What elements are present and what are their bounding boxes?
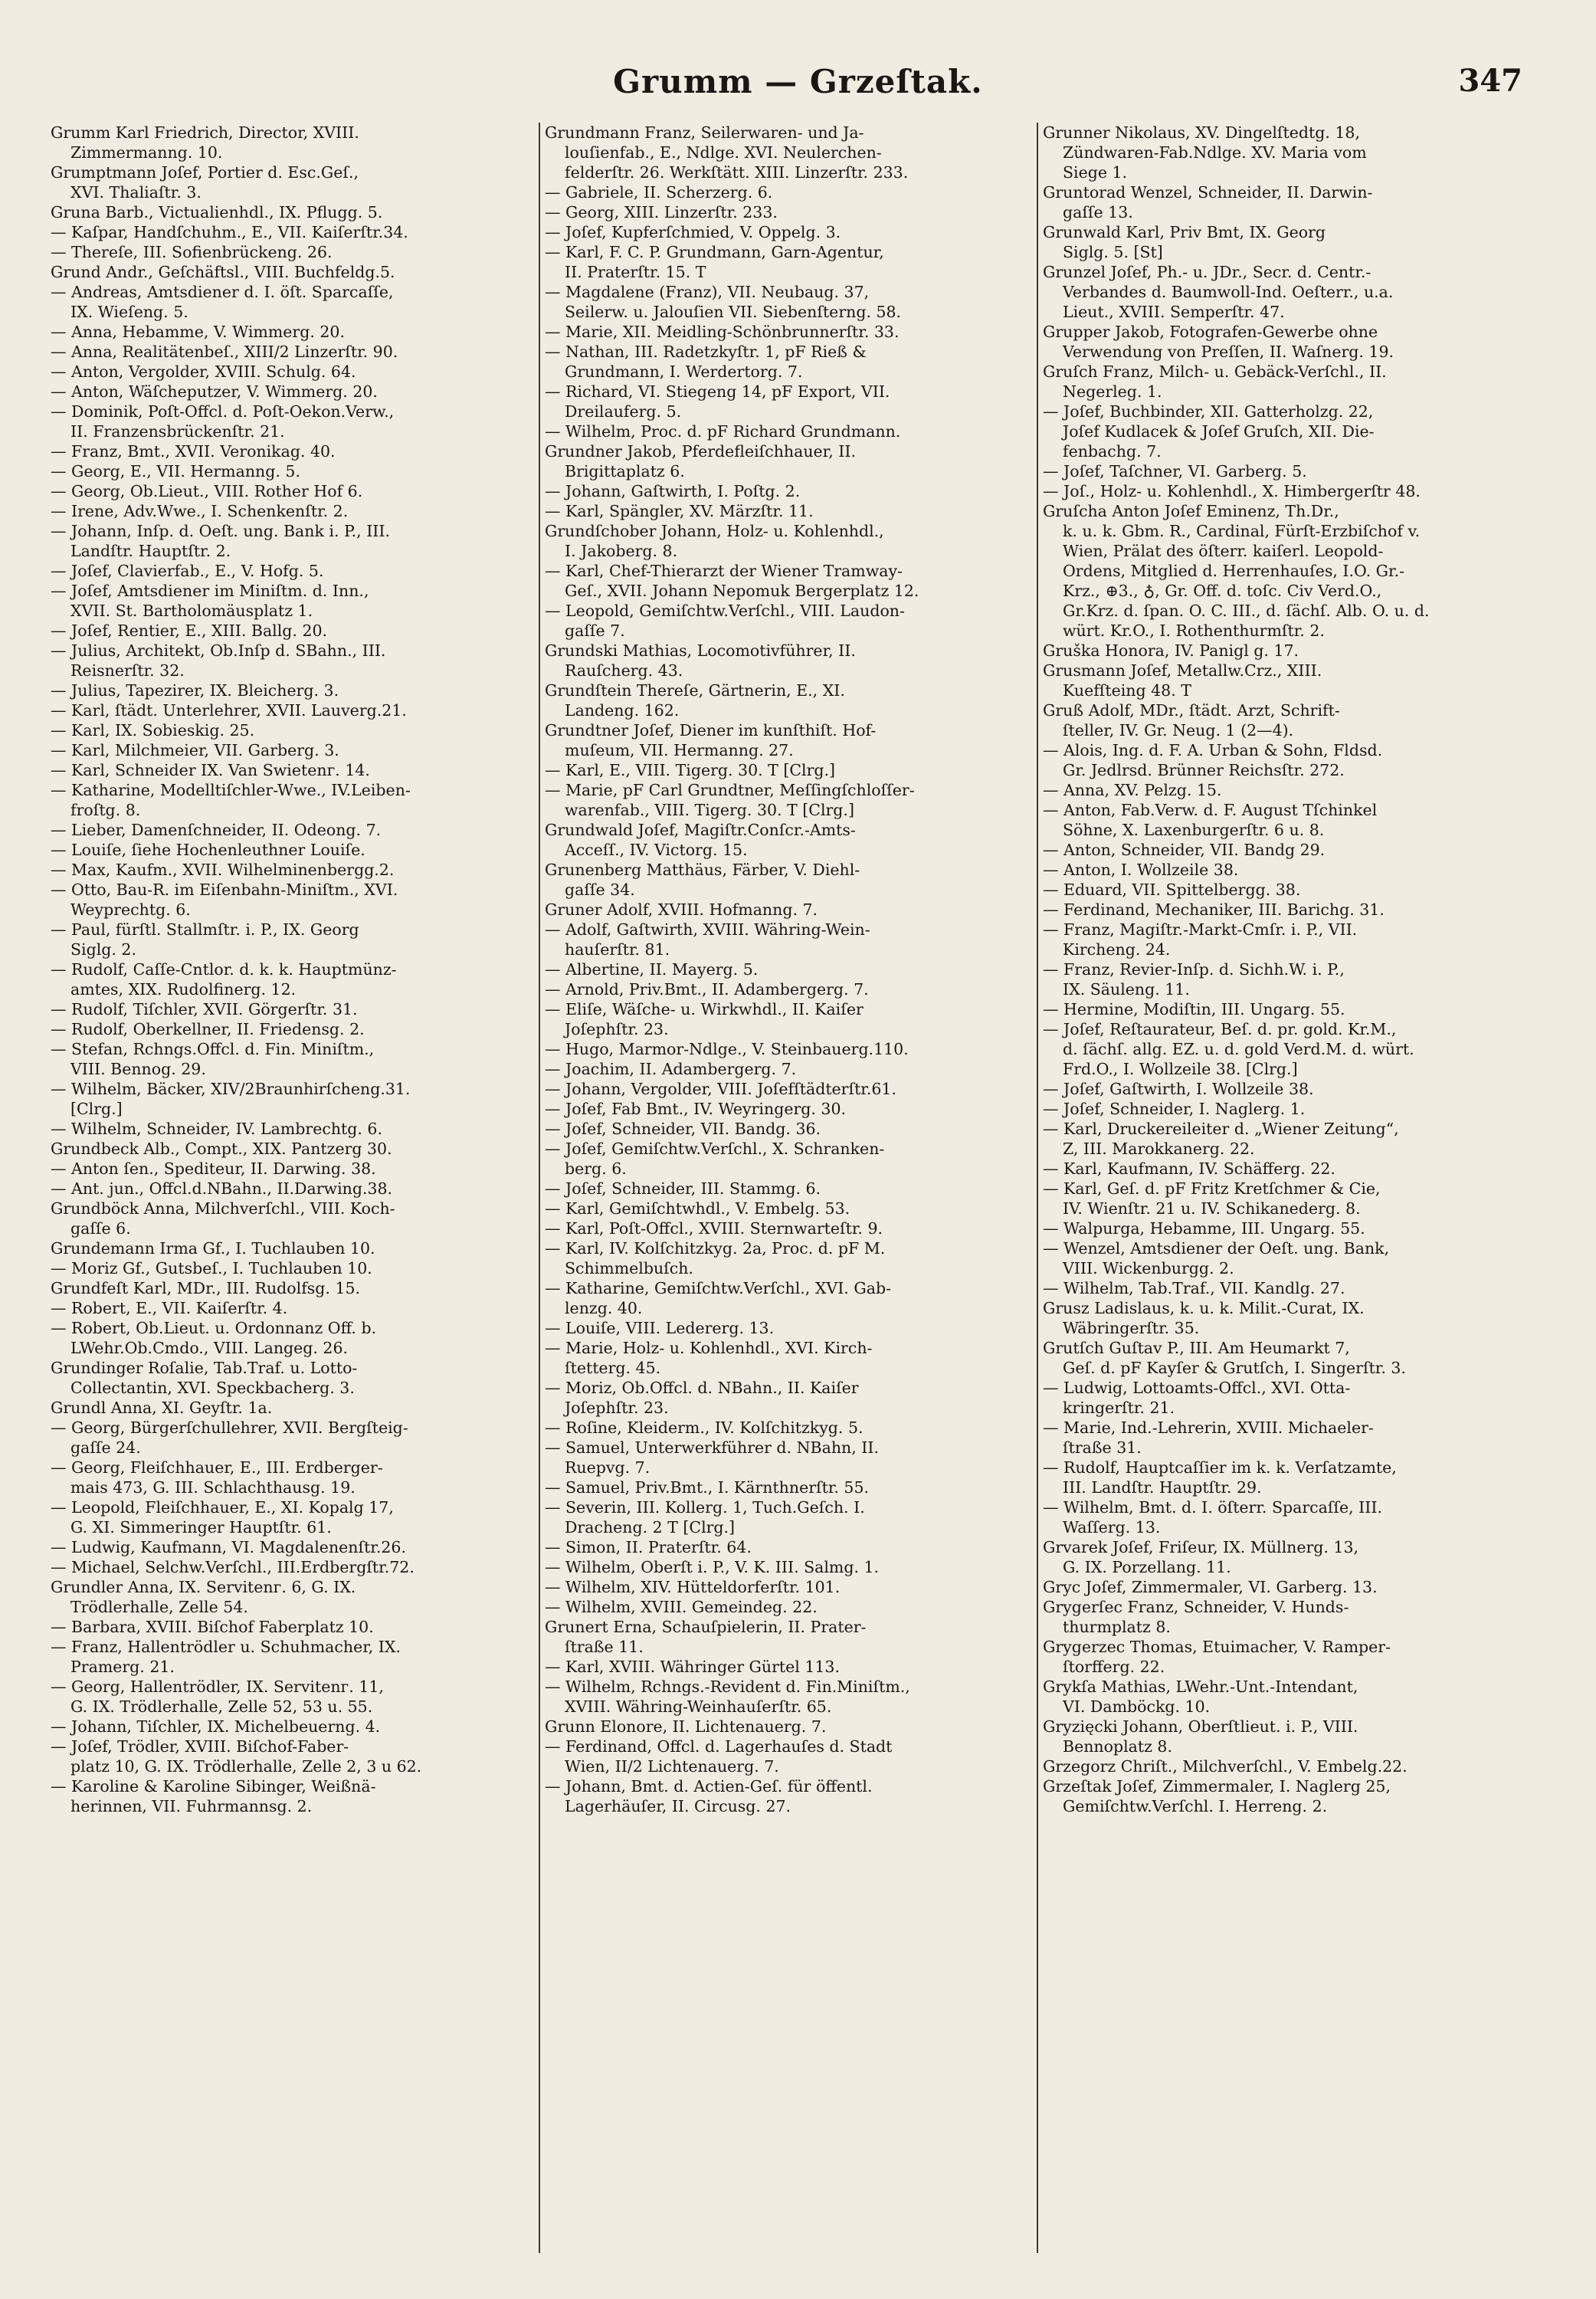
directory-entry-line: Grundemann Irma Gf., I. Tuchlauben 10. <box>51 1239 375 1258</box>
entry-continuation-line: gaſſe 13. <box>1063 203 1133 221</box>
directory-entry-line: — Wilhelm, Rchngs.-Revident d. Fin.Miniſtm., <box>545 1678 910 1696</box>
directory-entry-line: — Ferdinand, Mechaniker, III. Barichg. 31. <box>1043 900 1385 919</box>
directory-entry-line: Grundski Mathias, Locomotivführer, II. <box>545 641 856 660</box>
entry-continuation-line: Acceſſ., IV. Victorg. 15. <box>565 841 748 859</box>
directory-entry-line: — Wilhelm, Proc. d. pF Richard Grundmann. <box>545 422 901 441</box>
entry-continuation-line: warenfab., VIII. Tigerg. 30. T [Clrg.] <box>565 801 854 819</box>
directory-entry-line: — Arnold, Priv.Bmt., II. Adambergerg. 7. <box>545 980 869 999</box>
entry-continuation-line: Siege 1. <box>1063 163 1128 182</box>
entry-continuation-line: VI. Damböckg. 10. <box>1063 1697 1211 1716</box>
directory-entry-line: Grusz Ladislaus, k. u. k. Milit.-Curat, IX. <box>1043 1299 1365 1317</box>
entry-continuation-line: XVIII. Währing-Weinhauſerſtr. 65. <box>565 1697 832 1716</box>
directory-entry-line: — Anton, Schneider, VII. Bandg 29. <box>1043 841 1326 859</box>
directory-entry-line: — Joſef, Gaſtwirth, I. Wollzeile 38. <box>1043 1080 1314 1098</box>
entry-continuation-line: Gr.Krz. d. ſpan. O. C. III., d. ſächſ. Alb. O. u. d. <box>1063 602 1430 620</box>
directory-entry-line: — Ant. jun., Offcl.d.NBahn., II.Darwing.38. <box>51 1179 393 1198</box>
directory-entry-line: — Dominik, Poſt-Offcl. d. Poſt-Oekon.Verw., <box>51 402 395 421</box>
directory-entry-line: Grygerſec Franz, Schneider, V. Hunds- <box>1043 1598 1349 1616</box>
entry-continuation-line: ſtraße 31. <box>1063 1438 1142 1457</box>
directory-entry-line: — Robert, Ob.Lieut. u. Ordonnanz Off. b. <box>51 1319 377 1337</box>
directory-entry-line: — Otto, Bau-R. im Eiſenbahn-Miniſtm., XVI. <box>51 881 398 899</box>
entry-continuation-line: Grundmann, I. Werdertorg. 7. <box>565 362 803 381</box>
directory-entry-line: Gruška Honora, IV. Panigl g. 17. <box>1043 641 1299 660</box>
entry-continuation-line: Trödlerhalle, Zelle 54. <box>70 1598 248 1616</box>
entry-continuation-line: herinnen, VII. Fuhrmannsg. 2. <box>70 1797 313 1815</box>
directory-entry-line: — Ludwig, Kaufmann, VI. Magdalenenſtr.26. <box>51 1538 406 1556</box>
column-middle <box>545 123 1031 2268</box>
entry-continuation-line: ſtraße 11. <box>565 1638 644 1656</box>
directory-entry-line: — Walpurga, Hebamme, III. Ungarg. 55. <box>1043 1219 1365 1238</box>
entry-continuation-line: Gr. Jedlrsd. Brünner Reichsſtr. 272. <box>1063 761 1345 779</box>
entry-continuation-line: Zimmermanng. 10. <box>70 143 223 162</box>
directory-entry-line: — Johann, Bmt. d. Actien-Geſ. für öffentl. <box>545 1777 873 1796</box>
directory-entry-line: — Andreas, Amtsdiener d. I. öſt. Sparcaſſe, <box>51 283 394 301</box>
entry-continuation-line: Rauſcherg. 43. <box>565 661 683 680</box>
directory-entry-line: — Franz, Hallentrödler u. Schuhmacher, IX. <box>51 1638 401 1656</box>
directory-entry-line: — Franz, Bmt., XVII. Veronikag. 40. <box>51 442 336 461</box>
directory-entry-line: — Leopold, Gemiſchtw.Verſchl., VIII. Laudon- <box>545 602 905 620</box>
entry-continuation-line: würt. Kr.O., I. Rothenthurmſtr. 2. <box>1063 621 1325 640</box>
directory-entry-line: — Hugo, Marmor-Ndlge., V. Steinbauerg.110. <box>545 1040 909 1058</box>
entry-continuation-line: gaſſe 7. <box>565 621 625 640</box>
entry-continuation-line: Lagerhäuſer, II. Circusg. 27. <box>565 1797 791 1815</box>
entry-continuation-line: Siglg. 5. [St] <box>1063 243 1163 261</box>
directory-entry-line: — Georg, Bürgerſchullehrer, XVII. Bergſteig- <box>51 1418 408 1437</box>
entry-continuation-line: berg. 6. <box>565 1159 627 1178</box>
directory-entry-line: — Michael, Selchw.Verſchl., III.Erdbergſtr.72. <box>51 1558 415 1576</box>
directory-entry-line: — Stefan, Rchngs.Offcl. d. Fin. Miniſtm., <box>51 1040 375 1058</box>
running-head: Grumm — Grzeſtak. <box>613 63 983 100</box>
page-number: 347 <box>1458 63 1522 99</box>
directory-entry-line: — Lieber, Damenſchneider, II. Odeong. 7. <box>51 821 382 839</box>
entry-continuation-line: Geſ. d. pF Kayſer & Grutſch, I. Singerſtr. 3. <box>1063 1359 1406 1377</box>
entry-continuation-line: IX. Säuleng. 11. <box>1063 980 1190 999</box>
directory-entry-line: — Karl, Schneider IX. Van Swietenг. 14. <box>51 761 370 779</box>
directory-entry-line: — Irene, Adv.Wwe., I. Schenkenſtr. 2. <box>51 502 349 520</box>
directory-entry-line: Grunner Nikolaus, XV. Dingelſtedtg. 18, <box>1043 123 1360 142</box>
entry-continuation-line: ſtorfferg. 22. <box>1063 1658 1165 1676</box>
entry-continuation-line: gaſſe 6. <box>70 1219 131 1238</box>
directory-entry-line: Grvarek Joſef, Friſeur, IX. Müllnerg. 13, <box>1043 1538 1359 1556</box>
directory-entry-line: — Wilhelm, Schneider, IV. Lambrechtg. 6. <box>51 1120 382 1138</box>
directory-entry-line: — Marie, Ind.-Lehrerin, XVIII. Michaeler- <box>1043 1418 1374 1437</box>
directory-entry-line: — Alois, Ing. d. F. A. Urban & Sohn, Fldsd. <box>1043 741 1383 759</box>
entry-continuation-line: II. Praterſtr. 15. T <box>565 263 706 281</box>
directory-entry-line: — Moriz, Ob.Offcl. d. NBahn., II. Kaiſer <box>545 1379 859 1397</box>
entry-continuation-line: Reisnerſtr. 32. <box>70 661 185 680</box>
entry-continuation-line: [Clrg.] <box>70 1100 123 1118</box>
directory-entry-line: Grzegorz Chriſt., Milchverſchl., V. Embelg.22. <box>1043 1757 1408 1776</box>
entry-continuation-line: Weyprechtg. 6. <box>70 900 191 919</box>
entry-continuation-line: Gemiſchtw.Verſchl. I. Herreng. 2. <box>1063 1797 1328 1815</box>
directory-entry-line: — Joſef, Schneider, III. Stammg. 6. <box>545 1179 821 1198</box>
entry-continuation-line: Collectantin, XVI. Speckbacherg. 3. <box>70 1379 355 1397</box>
entry-continuation-line: Joſephſtr. 23. <box>565 1020 669 1038</box>
entry-continuation-line: Joſephſtr. 23. <box>565 1399 669 1417</box>
entry-continuation-line: Landeng. 162. <box>565 701 680 720</box>
directory-entry-line: — Joſef, Taſchner, VI. Garberg. 5. <box>1043 462 1307 480</box>
directory-entry-line: — Katharine, Modelltiſchler-Wwe., IV.Leiben- <box>51 781 411 799</box>
directory-entry-line: — Marie, Holz- u. Kohlenhdl., XVI. Kirch- <box>545 1339 873 1357</box>
entry-continuation-line: G. XI. Simmeringer Hauptſtr. 61. <box>70 1518 332 1536</box>
directory-entry-line: — Robert, E., VII. Kaiſerſtr. 4. <box>51 1299 288 1317</box>
directory-entry-line: Grundſchober Johann, Holz- u. Kohlenhdl., <box>545 522 884 540</box>
entry-continuation-line: Wäbringerſtr. 35. <box>1063 1319 1200 1337</box>
entry-continuation-line: gaſſe 24. <box>70 1438 141 1457</box>
directory-entry-line: — Wilhelm, Bmt. d. I. öſterr. Sparcaſſe, III. <box>1043 1498 1382 1517</box>
directory-entry-line: — Georg, E., VII. Hermanng. 5. <box>51 462 300 480</box>
directory-entry-line: — Simon, II. Praterſtr. 64. <box>545 1538 752 1556</box>
directory-entry-line: — Rudolf, Tiſchler, XVII. Görgerſtr. 31. <box>51 1000 358 1018</box>
entry-continuation-line: Pramerg. 21. <box>70 1658 175 1676</box>
directory-entry-line: — Joſef, Amtsdiener im Miniſtm. d. Inn., <box>51 582 369 600</box>
entry-continuation-line: lenzg. 40. <box>565 1299 643 1317</box>
directory-entry-line: — Joſef, Gemiſchtw.Verſchl., X. Schranken- <box>545 1140 885 1158</box>
directory-entry-line: Grykſa Mathias, LWehr.-Unt.-Intendant, <box>1043 1678 1358 1696</box>
directory-entry-line: — Thereſe, III. Sofienbrückeng. 26. <box>51 243 333 261</box>
entry-continuation-line: Söhne, X. Laxenburgerſtr. 6 u. 8. <box>1063 821 1325 839</box>
directory-entry-line: Grusmann Joſef, Metallw.Crz., XIII. <box>1043 661 1322 680</box>
directory-entry-line: Grzeſtak Joſef, Zimmermaler, I. Naglerg 25, <box>1043 1777 1391 1796</box>
directory-entry-line: — Joſef, Schneider, I. Naglerg. 1. <box>1043 1100 1306 1118</box>
entry-continuation-line: louſienfab., E., Ndlge. XVI. Neulerchen- <box>565 143 882 162</box>
entry-continuation-line: Z, III. Marokkanerg. 22. <box>1063 1140 1255 1158</box>
entry-continuation-line: Ordens, Mitglied d. Herrenhauſes, I.O. Gr.- <box>1063 562 1405 580</box>
directory-entry-line: — Joſef, Reſtaurateur, Beſ. d. pr. gold. Kr.M., <box>1043 1020 1397 1038</box>
entry-continuation-line: ſteller, IV. Gr. Neug. 1 (2—4). <box>1063 721 1294 740</box>
directory-entry-line: — Karl, Spängler, XV. Märzſtr. 11. <box>545 502 814 520</box>
entry-continuation-line: Landſtr. Hauptſtr. 2. <box>70 542 231 560</box>
directory-entry-line: Grundtner Joſef, Diener im kunſthiſt. Hof- <box>545 721 877 740</box>
entry-continuation-line: XVI. Thaliaſtr. 3. <box>70 183 202 202</box>
directory-entry-line: Grundfeſt Karl, MDr., III. Rudolfsg. 15. <box>51 1279 361 1297</box>
entry-continuation-line: Negerleg. 1. <box>1063 382 1162 401</box>
directory-entry-line: — Joſef, Fab Bmt., IV. Weyringerg. 30. <box>545 1100 847 1118</box>
directory-entry-line: — Joſef, Rentier, E., XIII. Ballg. 20. <box>51 621 328 640</box>
entry-continuation-line: Zündwaren-Fab.Ndlge. XV. Maria vom <box>1063 143 1367 162</box>
directory-entry-line: — Karl, Milchmeier, VII. Garberg. 3. <box>51 741 339 759</box>
directory-entry-line: Grundſtein Thereſe, Gärtnerin, E., XI. <box>545 681 845 700</box>
directory-entry-line: — Nathan, III. Radetzkyſtr. 1, pF Rieß & <box>545 343 867 361</box>
entry-continuation-line: felderſtr. 26. Werkſtätt. XIII. Linzerſtr. 233. <box>565 163 909 182</box>
directory-columns <box>51 123 1546 2268</box>
directory-entry-line: — Joſef, Kupferſchmied, V. Oppelg. 3. <box>545 223 841 241</box>
directory-entry-line: Gruntorad Wenzel, Schneider, II. Darwin- <box>1043 183 1373 202</box>
directory-entry-line: — Joſef, Buchbinder, XII. Gatterholzg. 22, <box>1043 402 1374 421</box>
entry-continuation-line: G. IX. Trödlerhalle, Zelle 52, 53 u. 55. <box>70 1697 373 1716</box>
directory-entry-line: — Rudolf, Oberkellner, II. Friedensg. 2. <box>51 1020 365 1038</box>
entry-continuation-line: fenbachg. 7. <box>1063 442 1162 461</box>
entry-continuation-line: Seilerw. u. Jalouſien VII. Siebenſterng. 58. <box>565 303 902 321</box>
directory-entry-line: — Johann, Inſp. d. Oeſt. ung. Bank i. P., III. <box>51 522 391 540</box>
directory-entry-line: Gruner Adolf, XVIII. Hofmanng. 7. <box>545 900 818 919</box>
entry-continuation-line: hauſerſtr. 81. <box>565 940 670 959</box>
directory-entry-line: — Karl, IV. Kolſchitzkyg. 2a, Proc. d. pF M. <box>545 1239 886 1258</box>
directory-entry-line: — Johann, Gaſtwirth, I. Poſtg. 2. <box>545 482 801 500</box>
column-right <box>1043 123 1546 2268</box>
entry-continuation-line: Verwendung von Preſſen, II. Waſnerg. 19. <box>1063 343 1394 361</box>
directory-entry-line: — Marie, pF Carl Grundtner, Meſſingſchloſſer- <box>545 781 915 799</box>
entry-continuation-line: k. u. k. Gbm. R., Cardinal, Fürſt-Erzbiſchof v. <box>1063 522 1421 540</box>
directory-entry-line: — Wilhelm, Oberſt i. P., V. K. III. Salmg. 1. <box>545 1558 880 1576</box>
directory-entry-line: Gryzięcki Johann, Oberſtlieut. i. P., VIII. <box>1043 1717 1358 1736</box>
directory-entry-line: — Barbara, XVIII. Biſchof Faberplatz 10. <box>51 1618 374 1636</box>
directory-entry-line: — Joſef, Schneider, VII. Bandg. 36. <box>545 1120 821 1138</box>
entry-continuation-line: IX. Wieſeng. 5. <box>70 303 188 321</box>
entry-continuation-line: Kircheng. 24. <box>1063 940 1171 959</box>
directory-entry-line: — Franz, Magiſtr.-Markt-Cmſr. i. P., VII. <box>1043 920 1358 939</box>
entry-continuation-line: Wien, II/2 Lichtenauerg. 7. <box>565 1757 779 1776</box>
directory-entry-line: — Georg, XIII. Linzerſtr. 233. <box>545 203 778 221</box>
entry-continuation-line: I. Jakoberg. 8. <box>565 542 678 560</box>
directory-entry-line: — Georg, Fleiſchhauer, E., III. Erdberger- <box>51 1458 383 1477</box>
directory-entry-line: Gruſcha Anton Joſef Eminenz, Th.Dr., <box>1043 502 1339 520</box>
directory-entry-line: — Wilhelm, Bäcker, XIV/2Braunhirſcheng.31. <box>51 1080 411 1098</box>
directory-entry-line: — Magdalene (Franz), VII. Neubaug. 37, <box>545 283 870 301</box>
directory-entry-line: — Rudolf, Hauptcaſſier im k. k. Verſatzamte, <box>1043 1458 1397 1477</box>
directory-entry-line: Grundl Anna, XI. Geyſtr. 1a. <box>51 1399 273 1417</box>
directory-entry-line: — Anton ſen., Spediteur, II. Darwing. 38. <box>51 1159 376 1178</box>
directory-entry-line: — Eduard, VII. Spittelbergg. 38. <box>1043 881 1301 899</box>
directory-entry-line: — Karl, Chef-Thierarzt der Wiener Tramway- <box>545 562 903 580</box>
directory-entry-line: — Adolf, Gaſtwirth, XVIII. Währing-Wein- <box>545 920 870 939</box>
directory-entry-line: — Wilhelm, XIV. Hütteldorferſtr. 101. <box>545 1578 841 1596</box>
directory-entry-line: — Albertine, II. Mayerg. 5. <box>545 960 759 979</box>
directory-entry-line: — Julius, Architekt, Ob.Inſp d. SBahn., III. <box>51 641 386 660</box>
entry-continuation-line: kringerſtr. 21. <box>1063 1399 1175 1417</box>
directory-entry-line: — Gabriele, II. Scherzerg. 6. <box>545 183 773 202</box>
directory-entry-line: Grundbeck Alb., Compt., XIX. Pantzerg 30. <box>51 1140 392 1158</box>
entry-continuation-line: Bennoplatz 8. <box>1063 1737 1172 1756</box>
entry-continuation-line: Siglg. 2. <box>70 940 136 959</box>
directory-entry-line: — Julius, Tapezirer, IX. Bleicherg. 3. <box>51 681 339 700</box>
directory-entry-line: — Max, Kaufm., XVII. Wilhelminenbergg.2. <box>51 861 395 879</box>
column-left <box>51 123 533 2268</box>
page-header <box>0 60 1596 113</box>
directory-entry-line: — Karl, Geſ. d. pF Fritz Kretſchmer & Cie, <box>1043 1179 1381 1198</box>
directory-entry-line: — Hermine, Modiſtin, III. Ungarg. 55. <box>1043 1000 1345 1018</box>
entry-continuation-line: Frd.O., I. Wollzeile 38. [Clrg.] <box>1063 1060 1298 1078</box>
entry-continuation-line: gaſſe 34. <box>565 881 635 899</box>
directory-entry-line: — Moriz Gf., Gutsbeſ., I. Tuchlauben 10. <box>51 1259 372 1277</box>
directory-entry-line: — Kaſpar, Handſchuhm., E., VII. Kaiſerſtr.34. <box>51 223 408 241</box>
entry-continuation-line: platz 10, G. IX. Trödlerhalle, Zelle 2, 3 u 62. <box>70 1757 422 1776</box>
directory-entry-line: Gruſch Franz, Milch- u. Gebäck-Verſchl., II. <box>1043 362 1387 381</box>
directory-entry-line: — Paul, fürſtl. Stallmſtr. i. P., IX. Georg <box>51 920 359 939</box>
entry-continuation-line: muſeum, VII. Hermanng. 27. <box>565 741 794 759</box>
directory-entry-line: Gruna Barb., Victualienhdl., IX. Pflugg. 5. <box>51 203 383 221</box>
directory-entry-line: Grundler Anna, IX. Servitenг. 6, G. IX. <box>51 1578 356 1596</box>
directory-entry-line: — Wenzel, Amtsdiener der Oeſt. ung. Bank, <box>1043 1239 1390 1258</box>
entry-continuation-line: III. Landſtr. Hauptſtr. 29. <box>1063 1478 1262 1497</box>
entry-continuation-line: Kuefſteing 48. T <box>1063 681 1191 700</box>
directory-entry-line: — Anton, Fab.Verw. d. F. August Tſchinkel <box>1043 801 1378 819</box>
entry-continuation-line: Schimmelbuſch. <box>565 1259 693 1277</box>
directory-entry-line: — Samuel, Priv.Bmt., I. Kärnthnerſtr. 55. <box>545 1478 870 1497</box>
directory-entry-line: — Georg, Hallentrödler, IX. Servitenг. 11, <box>51 1678 384 1696</box>
directory-entry-line: — Anton, Wäſcheputzer, V. Wimmerg. 20. <box>51 382 378 401</box>
directory-entry-line: — Anton, I. Wollzeile 38. <box>1043 861 1239 879</box>
entry-continuation-line: Verbandes d. Baumwoll-Ind. Oeſterr., u.a. <box>1063 283 1394 301</box>
directory-entry-line: — Johann, Vergolder, VIII. Joſefſtädterſtr.61. <box>545 1080 896 1098</box>
directory-entry-line: — Karl, Poſt-Offcl., XVIII. Sternwarteſtr. 9. <box>545 1219 883 1238</box>
entry-continuation-line: LWehr.Ob.Cmdo., VIII. Langeg. 26. <box>70 1339 349 1357</box>
directory-entry-line: Gruß Adolf, MDr., ſtädt. Arzt, Schrift- <box>1043 701 1340 720</box>
entry-continuation-line: Waſſerg. 13. <box>1063 1518 1161 1536</box>
directory-entry-line: Grundböck Anna, Milchverſchl., VIII. Koch- <box>51 1199 395 1218</box>
directory-entry-line: — Leopold, Fleiſchhauer, E., XI. Kopalg 17, <box>51 1498 394 1517</box>
directory-entry-line: — Louiſe, ſiehe Hochenleuthner Louiſe. <box>51 841 365 859</box>
directory-entry-line: Grunzel Joſef, Ph.- u. JDr., Secr. d. Centr.- <box>1043 263 1372 281</box>
directory-entry-line: — Joachim, II. Adambergerg. 7. <box>545 1060 797 1078</box>
entry-continuation-line: Geſ., XVII. Johann Nepomuk Bergerplatz 12. <box>565 582 919 600</box>
directory-entry-line: — Marie, XII. Meidling-Schönbrunnerſtr. 33. <box>545 323 900 341</box>
entry-continuation-line: IV. Wienſtr. 21 u. IV. Schikanederg. 8. <box>1063 1199 1361 1218</box>
entry-continuation-line: thurmplatz 8. <box>1063 1618 1171 1636</box>
entry-continuation-line: amtes, XIX. Rudolfinerg. 12. <box>70 980 297 999</box>
entry-continuation-line: VIII. Bennog. 29. <box>70 1060 206 1078</box>
directory-entry-line: Grunwald Karl, Priv Bmt, IX. Georg <box>1043 223 1326 241</box>
directory-entry-line: — Anna, Realitätenbeſ., XIII/2 Linzerſtr. 90. <box>51 343 398 361</box>
directory-entry-line: — Wilhelm, Tab.Traf., VII. Kandlg. 27. <box>1043 1279 1345 1297</box>
directory-entry-line: — Ludwig, Lottoamts-Offcl., XVI. Otta- <box>1043 1379 1351 1397</box>
directory-entry-line: Grunn Elonore, II. Lichtenauerg. 7. <box>545 1717 827 1736</box>
directory-entry-line: — Karl, Druckereileiter d. „Wiener Zeitung“, <box>1043 1120 1399 1138</box>
directory-entry-line: — Karl, Gemiſchtwhdl., V. Embelg. 53. <box>545 1199 850 1218</box>
entry-continuation-line: II. Franzensbrückenſtr. 21. <box>70 422 285 441</box>
entry-continuation-line: d. ſächſ. allg. EZ. u. d. gold Verd.M. d. würt. <box>1063 1040 1414 1058</box>
entry-continuation-line: ſtetterg. 45. <box>565 1359 661 1377</box>
directory-entry-line: Grund Andr., Geſchäftsl., VIII. Buchfeldg.5. <box>51 263 395 281</box>
directory-entry-line: — Louiſe, VIII. Ledererg. 13. <box>545 1319 775 1337</box>
entry-continuation-line: mais 473, G. III. Schlachthausg. 19. <box>70 1478 356 1497</box>
directory-entry-line: Grupper Jakob, Fotografen-Gewerbe ohne <box>1043 323 1378 341</box>
directory-entry-line: — Richard, VI. Stiegeng 14, pF Export, VII. <box>545 382 890 401</box>
directory-entry-line: — Ferdinand, Offcl. d. Lagerhauſes d. Stadt <box>545 1737 893 1756</box>
directory-entry-line: — Karl, ſtädt. Unterlehrer, XVII. Lauverg.21. <box>51 701 407 720</box>
directory-entry-line: — Roſine, Kleiderm., IV. Kolſchitzkyg. 5. <box>545 1418 864 1437</box>
directory-entry-line: — Joſef, Trödler, XVIII. Biſchof-Faber- <box>51 1737 349 1756</box>
directory-entry-line: — Joſef, Clavierfab., E., V. Hofg. 5. <box>51 562 324 580</box>
directory-entry-line: — Joſ., Holz- u. Kohlenhdl., X. Himbergerſtr 48. <box>1043 482 1421 500</box>
entry-continuation-line: XVII. St. Bartholomäusplatz 1. <box>70 602 313 620</box>
directory-entry-line: — Wilhelm, XVIII. Gemeindeg. 22. <box>545 1598 818 1616</box>
entry-continuation-line: Joſef Kudlacek & Joſef Gruſch, XII. Die- <box>1063 422 1375 441</box>
entry-continuation-line: Wien, Prälat des öſterr. kaiſerl. Leopold- <box>1063 542 1384 560</box>
directory-entry-line: — Severin, III. Kollerg. 1, Tuch.Geſch. I. <box>545 1498 865 1517</box>
entry-continuation-line: Dreilauferg. 5. <box>565 402 682 421</box>
directory-entry-line: Grunenberg Matthäus, Färber, V. Diehl- <box>545 861 860 879</box>
directory-entry-line: — Johann, Tiſchler, IX. Michelbeuerng. 4. <box>51 1717 381 1736</box>
directory-entry-line: Grundner Jakob, Pferdefleiſchhauer, II. <box>545 442 856 461</box>
directory-entry-line: Grygerzec Thomas, Etuimacher, V. Ramper- <box>1043 1638 1391 1656</box>
directory-entry-line: — Anna, Hebamme, V. Wimmerg. 20. <box>51 323 345 341</box>
directory-entry-line: Grunert Erna, Schauſpielerin, II. Prater- <box>545 1618 867 1636</box>
directory-entry-line: — Georg, Ob.Lieut., VIII. Rother Hof 6. <box>51 482 363 500</box>
directory-entry-line: Grundinger Roſalie, Tab.Traf. u. Lotto- <box>51 1359 358 1377</box>
directory-entry-line: — Franz, Revier-Inſp. d. Sichh.W. i. P., <box>1043 960 1345 979</box>
directory-entry-line: — Samuel, Unterwerkführer d. NBahn, II. <box>545 1438 879 1457</box>
directory-entry-line: Grundmann Franz, Seilerwaren- und Ja- <box>545 123 864 142</box>
directory-entry-line: — Karl, XVIII. Währinger Gürtel 113. <box>545 1658 840 1676</box>
entry-continuation-line: froſtg. 8. <box>70 801 141 819</box>
directory-entry-line: — Karl, Kaufmann, IV. Schäfferg. 22. <box>1043 1159 1335 1178</box>
entry-continuation-line: Dracheng. 2 T [Clrg.] <box>565 1518 736 1536</box>
entry-continuation-line: Krz., ⊕3., ♁, Gr. Off. d. toſc. Civ Verd.O., <box>1063 582 1382 600</box>
directory-entry-line: — Anton, Vergolder, XVIII. Schulg. 64. <box>51 362 356 381</box>
directory-entry-line: — Rudolf, Caſſe-Cntlor. d. k. k. Hauptmünz- <box>51 960 397 979</box>
directory-entry-line: Grundwald Joſef, Magiſtr.Conſcr.-Amts- <box>545 821 856 839</box>
directory-entry-line: Grutſch Guſtav P., III. Am Heumarkt 7, <box>1043 1339 1350 1357</box>
entry-continuation-line: Brigittaplatz 6. <box>565 462 685 480</box>
directory-entry-line: — Karl, IX. Sobieskig. 25. <box>51 721 255 740</box>
entry-continuation-line: Lieut., XVIII. Semperſtr. 47. <box>1063 303 1285 321</box>
directory-entry-line: — Karoline & Karoline Sibinger, Weißnä- <box>51 1777 376 1796</box>
directory-entry-line: — Katharine, Gemiſchtw.Verſchl., XVI. Gab- <box>545 1279 891 1297</box>
entry-continuation-line: Ruepvg. 7. <box>565 1458 651 1477</box>
directory-entry-line: Gryc Joſef, Zimmermaler, VI. Garberg. 13. <box>1043 1578 1378 1596</box>
directory-entry-line: Grumptmann Joſef, Portier d. Esc.Geſ., <box>51 163 359 182</box>
entry-continuation-line: VIII. Wickenburgg. 2. <box>1063 1259 1234 1277</box>
directory-entry-line: — Karl, E., VIII. Tigerg. 30. T [Clrg.] <box>545 761 836 779</box>
entry-continuation-line: G. IX. Porzellang. 11. <box>1063 1558 1231 1576</box>
directory-entry-line: — Karl, F. C. P. Grundmann, Garn-Agentur, <box>545 243 884 261</box>
directory-entry-line: — Eliſe, Wäſche- u. Wirkwhdl., II. Kaiſer <box>545 1000 864 1018</box>
directory-entry-line: Grumm Karl Friedrich, Director, XVIII. <box>51 123 359 142</box>
directory-entry-line: — Anna, XV. Pelzg. 15. <box>1043 781 1222 799</box>
